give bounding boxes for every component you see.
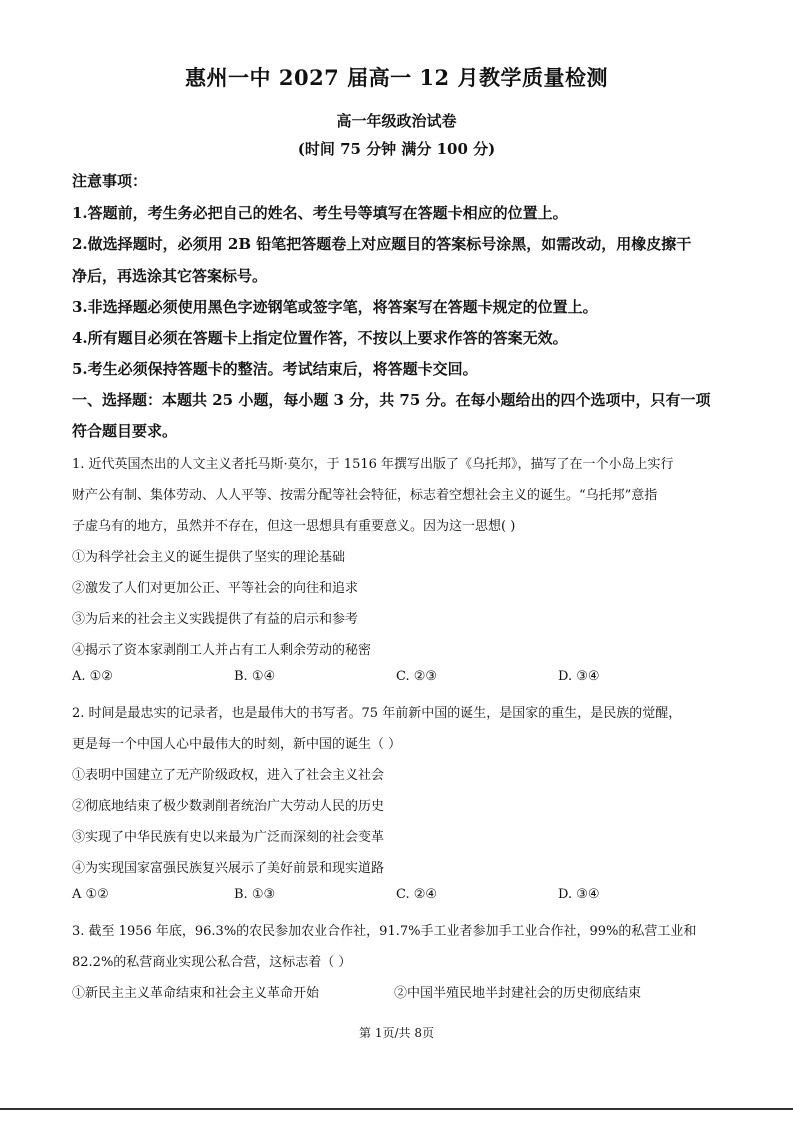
question-2-option-b: B. ①③ xyxy=(234,887,276,902)
question-3-statement: ①新民主主义革命结束和社会主义革命开始 xyxy=(72,986,320,1001)
notice-item: 4.所有题目必须在答题卡上指定位置作答，不按以上要求作答的答案无效。 xyxy=(72,329,568,347)
question-1-option-a: A. ①② xyxy=(72,669,113,684)
question-1-statement: ②激发了人们对更加公正、平等社会的向往和追求 xyxy=(72,581,359,596)
section-heading-cont: 符合题目要求。 xyxy=(72,422,178,440)
notice-item: 1.答题前，考生务必把自己的姓名、考生号等填写在答题卡相应的位置上。 xyxy=(72,204,568,222)
notice-item: 5.考生必须保持答题卡的整洁。考试结束后，将答题卡交回。 xyxy=(72,360,478,378)
question-2-option-c: C. ②④ xyxy=(396,887,438,902)
question-2-option-a: A ①② xyxy=(72,887,109,902)
question-3-stem: 82.2%的私营商业实现公私合营，这标志着（ ） xyxy=(72,955,352,970)
notice-item: 2.做选择题时，必须用 2B 铅笔把答题卷上对应题目的答案标号涂黑，如需改动，用橡皮擦干 xyxy=(72,235,692,253)
question-3-stem: 3. 截至 1956 年底，96.3%的农民参加农业合作社，91.7%手工业者参加手工业合作社，99%的私营工业和 xyxy=(72,924,697,939)
question-2-stem: 更是每一个中国人心中最伟大的时刻，新中国的诞生（ ） xyxy=(72,737,402,752)
question-1-option-d: D. ③④ xyxy=(558,669,600,684)
section-heading: 一、选择题：本题共 25 小题，每小题 3 分，共 75 分。在每小题给出的四个选项中，只有一项 xyxy=(72,391,711,409)
notice-item: 净后，再选涂其它答案标号。 xyxy=(72,267,268,285)
question-1-option-c: C. ②③ xyxy=(396,669,438,684)
question-1-statement: ③为后来的社会主义实践提供了有益的启示和参考 xyxy=(72,612,359,627)
page-number: 第 1页/共 8页 xyxy=(359,1026,434,1040)
notice-heading: 注意事项： xyxy=(72,172,148,190)
question-1-stem: 1. 近代英国杰出的人文主义者托马斯·莫尔，于 1516 年撰写出版了《乌托邦》，描写了在一个小岛上实行 xyxy=(72,457,674,472)
question-1-statement: ①为科学社会主义的诞生提供了坚实的理论基础 xyxy=(72,550,346,565)
exam-time-score: (时间 75 分钟 满分 100 分) xyxy=(297,140,496,158)
exam-subtitle: 高一年级政治试卷 xyxy=(336,112,457,130)
question-1-statement: ④揭示了资本家剥削工人并占有工人剩余劳动的秘密 xyxy=(72,643,372,658)
question-1-stem: 财产公有制、集体劳动、人人平等、按需分配等社会特征，标志着空想社会主义的诞生。“乌托邦”意指 xyxy=(72,488,658,503)
question-1-stem: 子虚乌有的地方，虽然并不存在，但这一思想具有重要意义。因为这一思想( ) xyxy=(72,519,516,534)
question-1-option-b: B. ①④ xyxy=(234,669,276,684)
notice-item: 3.非选择题必须使用黑色字迹钢笔或签字笔，将答案写在答题卡规定的位置上。 xyxy=(72,298,598,316)
question-2-statement: ②彻底地结束了极少数剥削者统治广大劳动人民的历史 xyxy=(72,799,385,814)
bottom-divider xyxy=(0,1108,793,1110)
question-2-stem: 2. 时间是最忠实的记录者，也是最伟大的书写者。75 年前新中国的诞生，是国家的重生，是民族的觉醒， xyxy=(72,706,682,721)
question-2-statement: ③实现了中华民族有史以来最为广泛而深刻的社会变革 xyxy=(72,830,385,845)
question-2-option-d: D. ③④ xyxy=(558,887,600,902)
question-3-statement: ②中国半殖民地半封建社会的历史彻底结束 xyxy=(394,986,642,1001)
exam-title: 惠州一中 2027 届高一 12 月教学质量检测 xyxy=(185,65,608,90)
question-2-statement: ④为实现国家富强民族复兴展示了美好前景和现实道路 xyxy=(72,861,385,876)
question-2-statement: ①表明中国建立了无产阶级政权，进入了社会主义社会 xyxy=(72,768,385,783)
